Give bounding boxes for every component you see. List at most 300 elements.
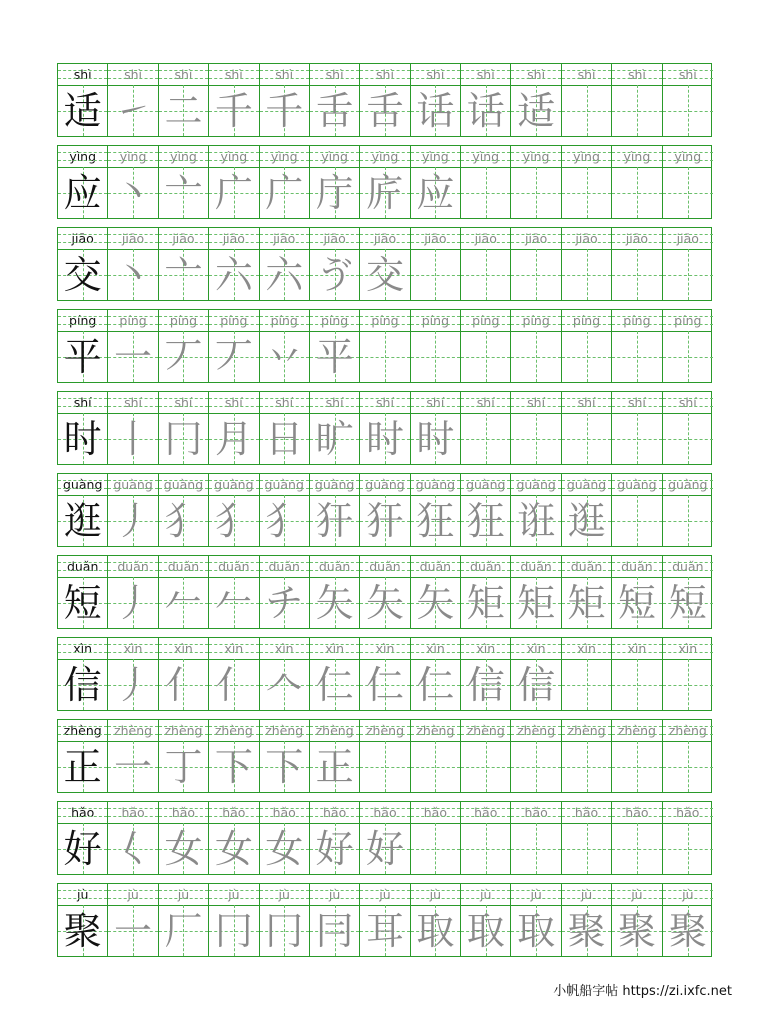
practice-row (57, 801, 712, 875)
pinyin-band (58, 228, 711, 250)
pinyin-cell: shí (159, 392, 209, 413)
stroke-step-character: 二 (164, 89, 203, 133)
stroke-step-character: 取 (466, 909, 505, 953)
character-cell (108, 167, 158, 218)
pinyin-cell: guàng (260, 474, 310, 495)
pinyin-cell: yìng (562, 146, 612, 167)
model-character: 应 (63, 171, 102, 215)
character-cell (159, 167, 209, 218)
character-cell (511, 249, 561, 300)
pinyin-cell: hǎo (310, 802, 360, 823)
pinyin-cell: xìn (411, 638, 461, 659)
pinyin-cell: duǎn (411, 556, 461, 577)
pinyin-cell: zhèng (360, 720, 410, 741)
character-cell (461, 85, 511, 136)
pinyin-cell: jiāo (411, 228, 461, 249)
pinyin-cell: guàng (511, 474, 561, 495)
model-character: 正 (63, 745, 102, 789)
pinyin-band (58, 884, 711, 906)
pinyin-cell: píng (411, 310, 461, 331)
pinyin-cell: hǎo (411, 802, 461, 823)
character-cell (511, 413, 561, 464)
stroke-step-character: 丨 (114, 417, 153, 461)
stroke-step-character: 狂 (466, 499, 505, 543)
character-cell (663, 85, 713, 136)
stroke-step-character: 丷 (265, 335, 304, 379)
character-cell (663, 495, 713, 546)
stroke-step-character: 六 (214, 253, 253, 297)
pinyin-cell: shì (360, 64, 410, 85)
stroke-step-character: 时 (416, 417, 455, 461)
character-cell (159, 823, 209, 874)
pinyin-cell: shí (58, 392, 108, 413)
practice-row (57, 63, 712, 137)
pinyin-band (58, 474, 711, 496)
character-cell (310, 85, 360, 136)
pinyin-cell: guàng (663, 474, 713, 495)
character-cell (260, 495, 310, 546)
pinyin-cell: duǎn (360, 556, 410, 577)
character-cell (209, 495, 259, 546)
character-cell (461, 823, 511, 874)
character-cell (411, 905, 461, 956)
character-cell (612, 413, 662, 464)
stroke-step-character: 时 (365, 417, 404, 461)
pinyin-cell: duǎn (612, 556, 662, 577)
stroke-step-character: 逛 (567, 499, 606, 543)
pinyin-cell: jiāo (612, 228, 662, 249)
stroke-step-character: 犭 (265, 499, 304, 543)
pinyin-cell: zhèng (209, 720, 259, 741)
stroke-step-character: 耳 (365, 909, 404, 953)
stroke-step-character: 犭 (214, 499, 253, 543)
character-cell (58, 167, 108, 218)
stroke-step-character: 𠂉 (214, 581, 253, 625)
character-cell (411, 167, 461, 218)
character-cell (58, 905, 108, 956)
pinyin-cell: yìng (159, 146, 209, 167)
character-cell (260, 331, 310, 382)
pinyin-cell: zhèng (260, 720, 310, 741)
character-cell (360, 823, 410, 874)
character-cell (108, 905, 158, 956)
stroke-step-character: 矩 (517, 581, 556, 625)
character-cell (612, 905, 662, 956)
pinyin-cell: xìn (209, 638, 259, 659)
stroke-step-character: 丶 (114, 171, 153, 215)
pinyin-cell: yìng (461, 146, 511, 167)
stroke-step-character: 取 (416, 909, 455, 953)
stroke-step-character: 千 (265, 89, 304, 133)
pinyin-cell: duǎn (310, 556, 360, 577)
pinyin-cell: xìn (562, 638, 612, 659)
pinyin-cell: jù (461, 884, 511, 905)
stroke-step-character: 亻 (214, 663, 253, 707)
character-cell (360, 741, 410, 792)
pinyin-cell: hǎo (511, 802, 561, 823)
character-cell (159, 577, 209, 628)
model-character: 好 (63, 827, 102, 871)
stroke-step-character: 亠 (164, 171, 203, 215)
pinyin-cell: guàng (58, 474, 108, 495)
pinyin-cell: jiāo (461, 228, 511, 249)
pinyin-cell: píng (562, 310, 612, 331)
character-cell (260, 85, 310, 136)
stroke-step-character: 月 (214, 417, 253, 461)
character-cell (260, 741, 310, 792)
pinyin-cell: píng (612, 310, 662, 331)
character-cell (663, 905, 713, 956)
pinyin-cell: jiāo (260, 228, 310, 249)
character-cell (663, 413, 713, 464)
character-cell (209, 577, 259, 628)
pinyin-cell: yìng (209, 146, 259, 167)
character-cell (108, 413, 158, 464)
character-cell (310, 577, 360, 628)
pinyin-cell: yìng (411, 146, 461, 167)
character-cell (562, 495, 612, 546)
pinyin-cell: jù (260, 884, 310, 905)
practice-row (57, 883, 712, 957)
pinyin-cell: jù (58, 884, 108, 905)
character-cell (461, 495, 511, 546)
character-cell (108, 823, 158, 874)
stroke-step-character: 犭 (164, 499, 203, 543)
pinyin-cell: zhèng (612, 720, 662, 741)
character-cell (411, 249, 461, 300)
pinyin-cell: jiāo (209, 228, 259, 249)
stroke-step-character: 日 (265, 417, 304, 461)
stroke-step-character: 女 (265, 827, 304, 871)
character-cell (108, 249, 158, 300)
character-cell (461, 741, 511, 792)
pinyin-cell: shì (58, 64, 108, 85)
pinyin-cell: guàng (310, 474, 360, 495)
character-cell (562, 905, 612, 956)
stroke-step-character: 舌 (365, 89, 404, 133)
pinyin-cell: píng (108, 310, 158, 331)
pinyin-cell: jiāo (310, 228, 360, 249)
character-band (58, 741, 711, 792)
character-cell (108, 741, 158, 792)
character-cell (612, 85, 662, 136)
pinyin-cell: yìng (360, 146, 410, 167)
character-cell (663, 823, 713, 874)
character-cell (511, 905, 561, 956)
character-cell (663, 331, 713, 382)
character-cell (108, 577, 158, 628)
character-cell (58, 823, 108, 874)
pinyin-cell: jù (159, 884, 209, 905)
character-cell (411, 495, 461, 546)
character-cell (663, 249, 713, 300)
pinyin-cell: duǎn (209, 556, 259, 577)
pinyin-cell: yìng (260, 146, 310, 167)
character-cell (159, 741, 209, 792)
model-character: 时 (63, 417, 102, 461)
stroke-step-character: 丿 (114, 499, 153, 543)
stroke-step-character: 𠂉 (164, 581, 203, 625)
character-band (58, 823, 711, 874)
pinyin-cell: shí (562, 392, 612, 413)
stroke-step-character: 丆 (164, 335, 203, 379)
character-cell (209, 331, 259, 382)
stroke-step-character: 矢 (315, 581, 354, 625)
character-cell (511, 659, 561, 710)
pinyin-cell: xìn (58, 638, 108, 659)
character-cell (663, 167, 713, 218)
character-cell (612, 659, 662, 710)
character-cell (360, 905, 410, 956)
pinyin-cell: shì (511, 64, 561, 85)
pinyin-cell: yìng (108, 146, 158, 167)
character-cell (360, 249, 410, 300)
character-cell (108, 331, 158, 382)
character-cell (58, 249, 108, 300)
pinyin-cell: píng (260, 310, 310, 331)
pinyin-cell: shí (461, 392, 511, 413)
stroke-step-character: ㇀ (114, 89, 153, 133)
pinyin-cell: shì (663, 64, 713, 85)
character-cell (360, 659, 410, 710)
stroke-step-character: 适 (517, 89, 556, 133)
stroke-step-character: 六 (265, 253, 304, 297)
character-cell (58, 331, 108, 382)
character-cell (411, 659, 461, 710)
practice-sheet (57, 63, 712, 965)
model-character: 交 (63, 253, 102, 297)
character-cell (108, 659, 158, 710)
stroke-step-character: 狂 (416, 499, 455, 543)
pinyin-cell: jù (310, 884, 360, 905)
pinyin-cell: zhèng (58, 720, 108, 741)
pinyin-cell: yìng (511, 146, 561, 167)
stroke-step-character: 应 (416, 171, 455, 215)
character-cell (58, 577, 108, 628)
character-cell (562, 741, 612, 792)
character-cell (209, 741, 259, 792)
stroke-step-character: 女 (164, 827, 203, 871)
pinyin-cell: jiāo (108, 228, 158, 249)
pinyin-cell: guàng (562, 474, 612, 495)
pinyin-cell: shí (511, 392, 561, 413)
stroke-step-character: 一 (114, 335, 153, 379)
stroke-step-character: 矢 (416, 581, 455, 625)
character-cell (58, 741, 108, 792)
character-cell (411, 413, 461, 464)
character-cell (360, 413, 410, 464)
pinyin-band (58, 556, 711, 578)
pinyin-cell: jiāo (663, 228, 713, 249)
character-cell (663, 659, 713, 710)
character-band (58, 249, 711, 300)
character-cell (562, 85, 612, 136)
pinyin-cell: duǎn (663, 556, 713, 577)
pinyin-cell: duǎn (511, 556, 561, 577)
stroke-step-character: 下 (265, 745, 304, 789)
pinyin-cell: hǎo (209, 802, 259, 823)
stroke-step-character: 亻 (164, 663, 203, 707)
stroke-step-character: 一 (114, 745, 153, 789)
pinyin-cell: zhèng (310, 720, 360, 741)
character-cell (511, 331, 561, 382)
pinyin-band (58, 638, 711, 660)
pinyin-cell: yìng (612, 146, 662, 167)
character-cell (209, 823, 259, 874)
character-cell (511, 577, 561, 628)
character-cell (612, 741, 662, 792)
stroke-step-character: 平 (315, 335, 354, 379)
pinyin-cell: zhèng (411, 720, 461, 741)
character-cell (58, 659, 108, 710)
stroke-step-character: 厂 (164, 909, 203, 953)
pinyin-cell: jiāo (511, 228, 561, 249)
character-cell (360, 331, 410, 382)
pinyin-cell: jù (108, 884, 158, 905)
pinyin-cell: jiāo (562, 228, 612, 249)
stroke-step-character: ゔ (315, 253, 354, 297)
pinyin-cell: xìn (461, 638, 511, 659)
pinyin-cell: hǎo (159, 802, 209, 823)
pinyin-cell: xìn (360, 638, 410, 659)
pinyin-cell: shí (663, 392, 713, 413)
pinyin-band (58, 310, 711, 332)
character-cell (209, 167, 259, 218)
stroke-step-character: 信 (517, 663, 556, 707)
footer-credit: 小帆船字帖 https://zi.ixfc.net (553, 984, 732, 999)
stroke-step-character: 好 (315, 827, 354, 871)
stroke-step-character: 广 (265, 171, 304, 215)
pinyin-cell: xìn (159, 638, 209, 659)
pinyin-band (58, 146, 711, 168)
pinyin-cell: shí (411, 392, 461, 413)
stroke-step-character: チ (265, 581, 304, 625)
character-cell (511, 167, 561, 218)
character-cell (612, 249, 662, 300)
character-cell (209, 413, 259, 464)
model-character: 聚 (63, 909, 102, 953)
character-cell (562, 331, 612, 382)
stroke-step-character: 矢 (365, 581, 404, 625)
character-cell (159, 413, 209, 464)
stroke-step-character: 犴 (315, 499, 354, 543)
practice-row (57, 309, 712, 383)
character-cell (411, 823, 461, 874)
pinyin-cell: yìng (58, 146, 108, 167)
pinyin-cell: hǎo (260, 802, 310, 823)
pinyin-cell: shì (562, 64, 612, 85)
stroke-step-character: 女 (214, 827, 253, 871)
character-cell (562, 823, 612, 874)
pinyin-cell: jiāo (360, 228, 410, 249)
pinyin-cell: jiāo (58, 228, 108, 249)
character-cell (58, 413, 108, 464)
stroke-step-character: 犴 (365, 499, 404, 543)
stroke-step-character: 一 (114, 909, 153, 953)
character-cell (511, 85, 561, 136)
pinyin-cell: yìng (663, 146, 713, 167)
character-cell (461, 167, 511, 218)
pinyin-cell: shì (209, 64, 259, 85)
character-cell (209, 249, 259, 300)
character-cell (612, 577, 662, 628)
character-cell (562, 577, 612, 628)
pinyin-cell: shí (260, 392, 310, 413)
stroke-step-character: 聚 (567, 909, 606, 953)
pinyin-cell: yìng (310, 146, 360, 167)
pinyin-cell: hǎo (612, 802, 662, 823)
character-cell (159, 905, 209, 956)
character-cell (260, 249, 310, 300)
pinyin-cell: píng (209, 310, 259, 331)
character-cell (461, 577, 511, 628)
stroke-step-character: 下 (214, 745, 253, 789)
pinyin-cell: shì (260, 64, 310, 85)
pinyin-cell: hǎo (663, 802, 713, 823)
stroke-step-character: 千 (214, 89, 253, 133)
character-band (58, 577, 711, 628)
pinyin-band (58, 392, 711, 414)
pinyin-cell: xìn (663, 638, 713, 659)
stroke-step-character: 广 (214, 171, 253, 215)
pinyin-cell: guàng (411, 474, 461, 495)
character-cell (159, 249, 209, 300)
stroke-step-character: 旷 (315, 417, 354, 461)
stroke-step-character: 庁 (315, 171, 354, 215)
character-cell (310, 249, 360, 300)
pinyin-band (58, 64, 711, 86)
character-cell (562, 249, 612, 300)
stroke-step-character: 庍 (365, 171, 404, 215)
model-character: 逛 (63, 499, 102, 543)
pinyin-cell: xìn (108, 638, 158, 659)
character-cell (461, 659, 511, 710)
stroke-step-character: 冂 (164, 417, 203, 461)
stroke-step-character: 话 (466, 89, 505, 133)
model-character: 短 (63, 581, 102, 625)
character-cell (612, 495, 662, 546)
character-cell (411, 331, 461, 382)
character-band (58, 167, 711, 218)
character-cell (260, 413, 310, 464)
pinyin-cell: zhèng (663, 720, 713, 741)
character-cell (461, 413, 511, 464)
character-cell (159, 85, 209, 136)
character-cell (310, 741, 360, 792)
pinyin-cell: duǎn (461, 556, 511, 577)
stroke-step-character: 矩 (567, 581, 606, 625)
character-cell (209, 85, 259, 136)
character-cell (310, 905, 360, 956)
pinyin-cell: guàng (360, 474, 410, 495)
character-band (58, 413, 711, 464)
stroke-step-character: 聚 (617, 909, 656, 953)
pinyin-cell: jù (360, 884, 410, 905)
character-cell (209, 905, 259, 956)
stroke-step-character: 𡿨 (114, 827, 153, 871)
character-cell (310, 823, 360, 874)
character-cell (461, 331, 511, 382)
pinyin-cell: hǎo (360, 802, 410, 823)
pinyin-cell: shí (612, 392, 662, 413)
character-band (58, 659, 711, 710)
stroke-step-character: 丁 (164, 745, 203, 789)
pinyin-cell: guàng (108, 474, 158, 495)
character-cell (360, 577, 410, 628)
pinyin-cell: zhèng (511, 720, 561, 741)
character-cell (461, 249, 511, 300)
stroke-step-character: 矩 (466, 581, 505, 625)
